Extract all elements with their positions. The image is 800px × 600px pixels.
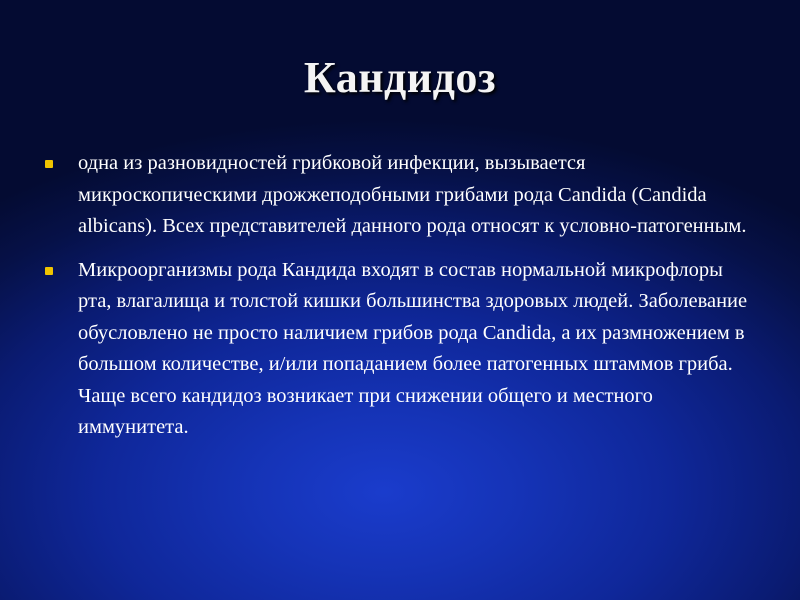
square-bullet-icon xyxy=(45,267,53,275)
slide-title: Кандидоз xyxy=(303,53,497,102)
bullet-text: Микроорганизмы рода Кандида входят в состав нормальной микрофлоры рта, влагалища и толстой кишки большинства здоровых людей. Заболевание обусловлено не просто наличием грибов рода Candida, а их размножением в большом количестве, и/или попаданием более патогенных штаммов гриба. Чаще всего кандидоз возникает при снижении общего и местного иммунитета. xyxy=(78,258,748,438)
bullet-text: одна из разновидностей грибковой инфекции, вызывается микроскопическими дрожжеподобными грибами рода Candida (Candida albicans). Всех представителей данного рода относят к условно-патогенным. xyxy=(78,152,747,237)
bullet-item-definition xyxy=(44,148,760,243)
bullet-item-microflora xyxy=(44,255,760,444)
bullet-list xyxy=(44,148,760,456)
square-bullet-icon xyxy=(45,160,53,168)
